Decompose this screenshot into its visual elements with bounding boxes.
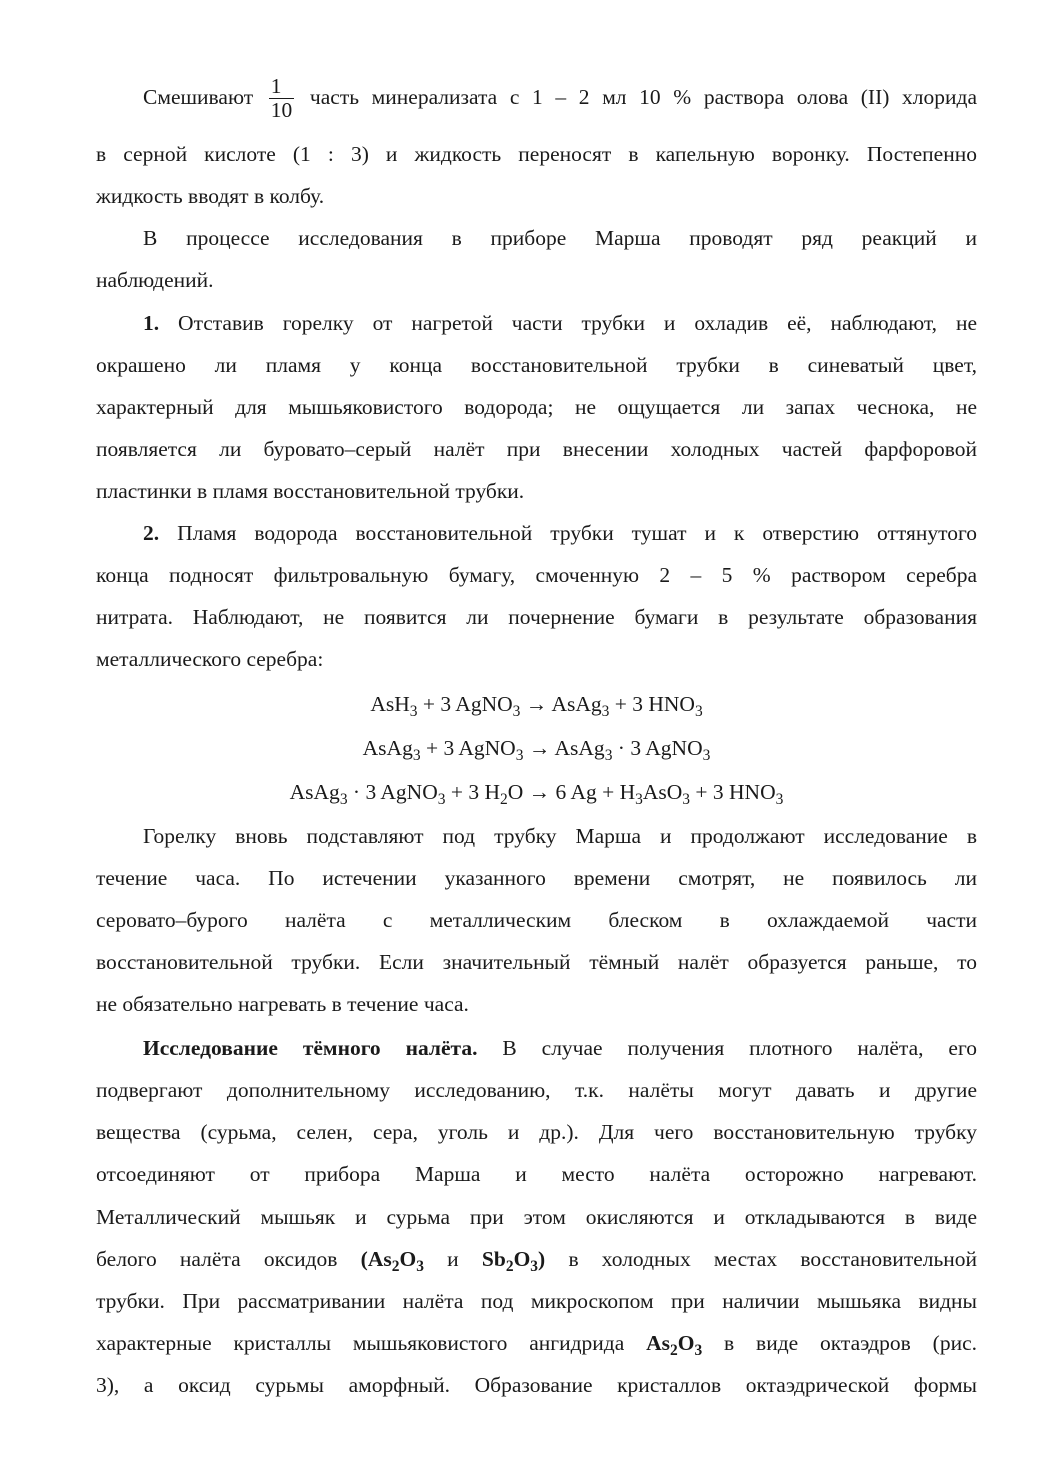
formula-as2o3: $As_2O_3$ <box>646 1331 703 1359</box>
text-fragment: и <box>447 1247 459 1271</box>
paragraph-line: металлического серебра: <box>96 647 324 671</box>
paragraph-line: 3), а оксид сурьмы аморфный. Образование кристаллов октаэдрической формы <box>96 1373 977 1397</box>
formula-as2o3: ($As_2O_3$ <box>360 1247 424 1275</box>
paragraph-line: течение часа. По истечении указанного времени смотрят, не появилось ли <box>96 866 977 890</box>
paragraph-line: трубки. При рассматривании налёта под микроскопом при наличии мышьяка видны <box>96 1289 977 1313</box>
paragraph-line: подвергают дополнительному исследованию, т.к. налёты могут давать и другие <box>96 1078 977 1102</box>
paragraph-line: восстановительной трубки. Если значительный тёмный налёт образуется раньше, то <box>96 950 977 974</box>
fraction-numerator: 1 <box>269 75 295 99</box>
fraction <box>269 75 295 121</box>
paragraph-line <box>143 1027 977 1069</box>
item-number: 2. <box>143 521 160 545</box>
paragraph-line: серовато–бурого налёта с металлическим блеском в охлаждаемой части <box>96 908 977 932</box>
paragraph-line <box>143 74 978 122</box>
paragraph-line: вещества (сурьма, селен, сера, уголь и др.). Для чего восстановительную трубку <box>96 1120 977 1144</box>
text-fragment: Отставив горелку от нагретой части трубки и охладив её, наблюдают, не <box>178 311 977 335</box>
paragraph-line: нитрата. Наблюдают, не появится ли почернение бумаги в результате образования <box>96 605 977 629</box>
text-fragment: белого налёта оксидов <box>96 1247 338 1271</box>
item-number: 1. <box>143 311 160 335</box>
paragraph-line: конца подносят фильтровальную бумагу, смоченную 2 – 5 % раствором серебра <box>96 563 977 587</box>
chemical-equation: AsAg$_3$ + 3 AgNO$_3$ → AsAg$_3$ · 3 AgNO$_3$ <box>362 736 711 764</box>
paragraph-line: не обязательно нагревать в течение часа. <box>96 992 469 1016</box>
text-fragment: в холодных местах восстановительной <box>568 1247 978 1271</box>
text-fragment: В случае получения плотного налёта, его <box>502 1036 978 1060</box>
paragraph-line <box>143 302 977 344</box>
paragraph-line: пластинки в пламя восстановительной трубки. <box>96 479 525 503</box>
paragraph-line: В процессе исследования в приборе Марша проводят ряд реакций и <box>143 226 977 250</box>
paragraph-line <box>96 1322 977 1364</box>
paragraph-line: отсоединяют от прибора Марша и место налёта осторожно нагревают. <box>96 1162 977 1186</box>
paragraph-line: Горелку вновь подставляют под трубку Марша и продолжают исследование в <box>143 824 977 848</box>
section-heading: Исследование тёмного налёта. <box>143 1036 478 1060</box>
paragraph-line: Металлический мышьяк и сурьма при этом окисляются и откладываются в виде <box>96 1205 977 1229</box>
paragraph-line: характерный для мышьяковистого водорода; не ощущается ли запах чеснока, не <box>96 395 977 419</box>
text-fragment: Пламя водорода восстановительной трубки тушат и к отверстию оттянутого <box>177 521 978 545</box>
paragraph-line: в серной кислоте (1 : 3) и жидкость переносят в капельную воронку. Постепенно <box>96 142 977 166</box>
paragraph-line <box>143 512 977 554</box>
formula-sb2o3: $Sb_2O_3$) <box>481 1247 546 1275</box>
chemical-equation: AsH$_3$ + 3 AgNO$_3$ → AsAg$_3$ + 3 $HNO_3$ <box>370 692 703 720</box>
paragraph-line: жидкость вводят в колбу. <box>96 184 325 208</box>
text-fragment: характерные кристаллы мышьяковистого ангидрида <box>96 1331 625 1355</box>
text-fragment: в виде октаэдров (рис. <box>724 1331 978 1355</box>
paragraph-line: окрашено ли пламя у конца восстановительной трубки в синеватый цвет, <box>96 353 977 377</box>
paragraph-line: появляется ли буровато–серый налёт при внесении холодных частей фарфоровой <box>96 437 977 461</box>
text-fragment: Смешивают <box>143 85 254 109</box>
chemical-equation: AsAg$_3$ · 3 AgNO$_3$ + 3 $H_2O \to 6$ $Ag + H_3AsO_3 + 3$ $HNO_3$ <box>289 780 784 808</box>
paragraph-line <box>96 1238 977 1280</box>
paragraph-line: наблюдений. <box>96 268 214 292</box>
fraction-denominator: 10 <box>270 97 293 122</box>
text-fragment: часть минерализата с 1 – 2 мл 10 % раствора олова (II) хлорида <box>309 85 978 109</box>
